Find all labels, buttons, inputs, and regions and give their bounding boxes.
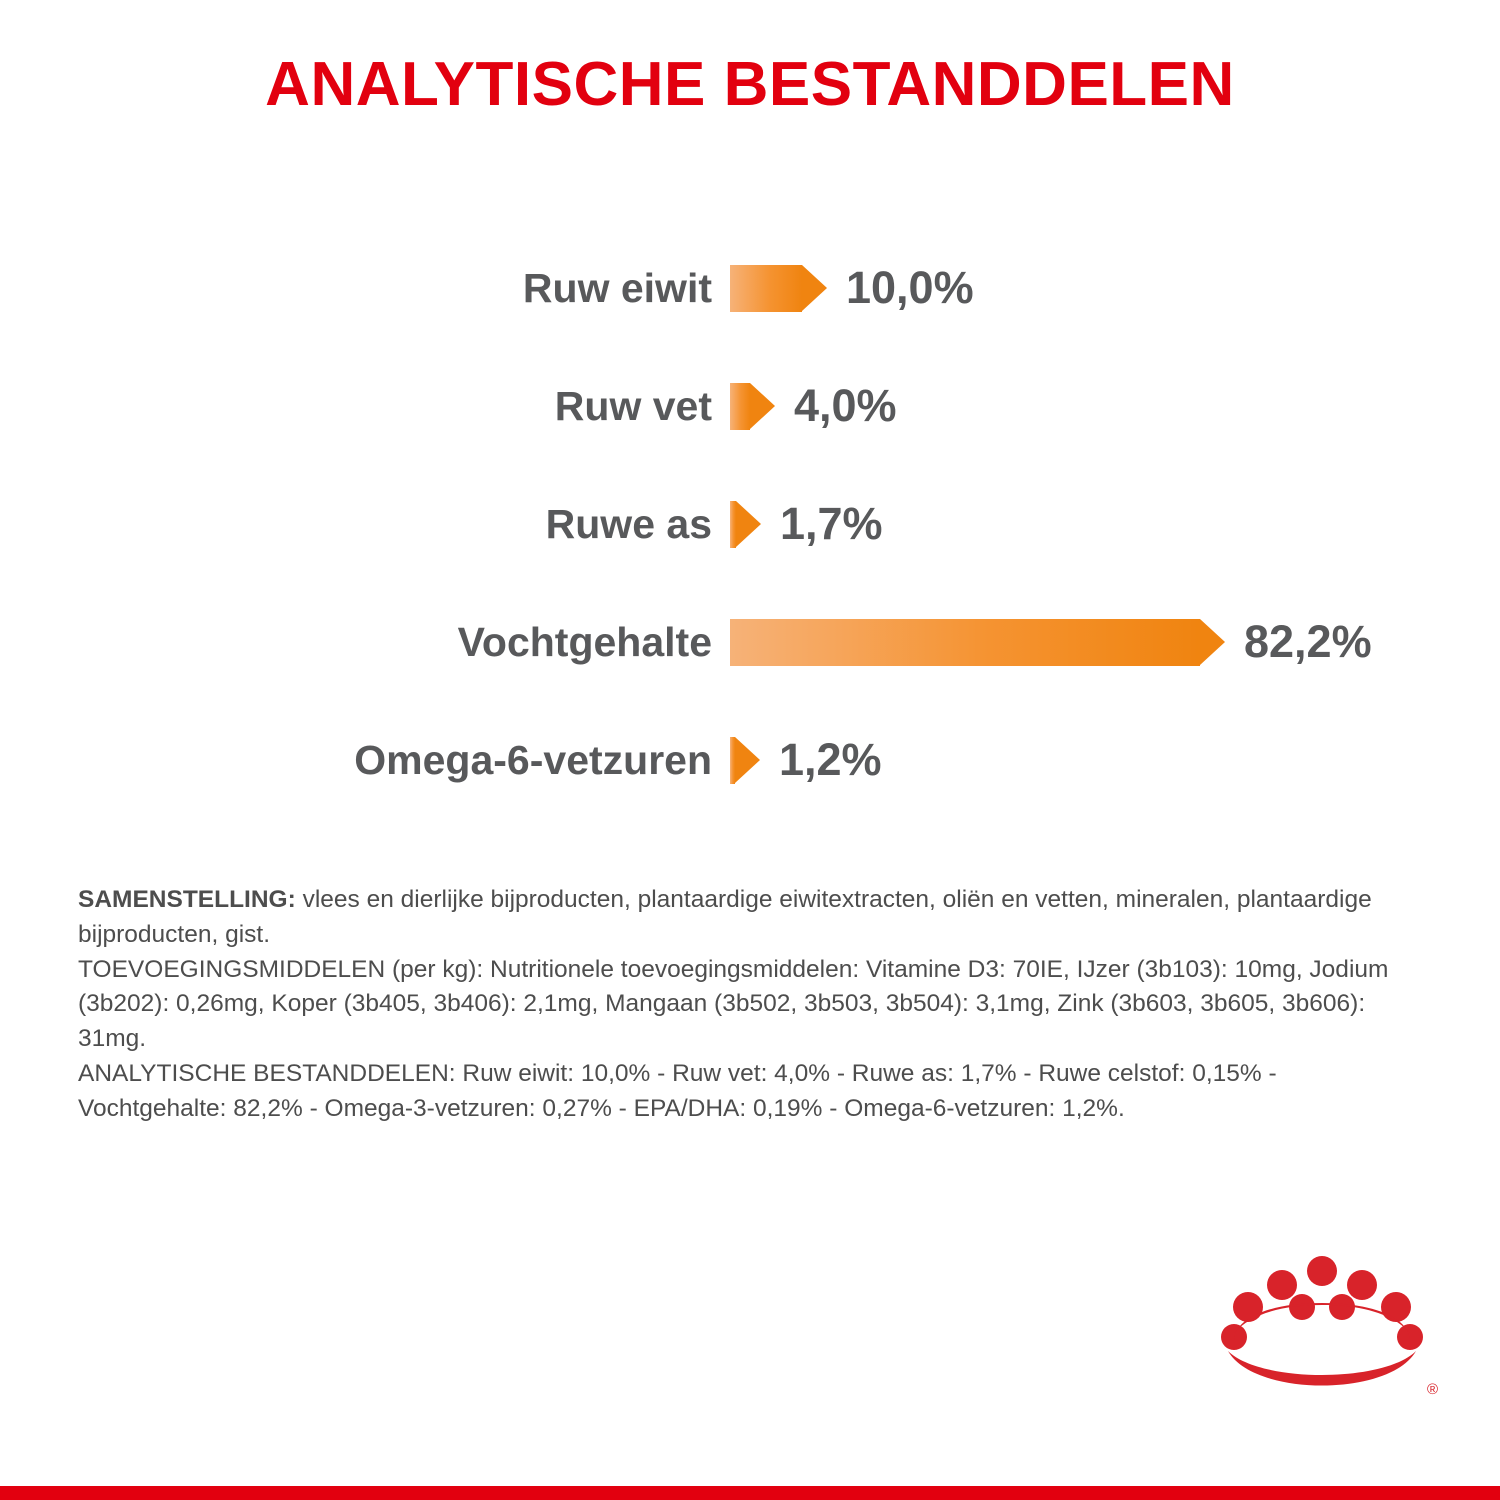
- chart-row-label: Omega-6-vetzuren: [354, 736, 712, 783]
- chart-row: [0, 701, 1500, 819]
- chart-bar-wrap: [730, 380, 897, 432]
- chart-bar-value: 10,0%: [846, 262, 974, 314]
- composition-text: vlees en dierlijke bijproducten, plantaardige eiwitextracten, oliën en vetten, mineralen, plantaardige bijproducten, gist.: [78, 886, 1372, 948]
- chart-row: [0, 347, 1500, 465]
- chart-row-label: Ruw eiwit: [522, 264, 712, 311]
- chart-bar-wrap: [730, 498, 883, 550]
- chart-row-label: Vochtgehalte: [457, 618, 712, 665]
- chart-bar: [730, 265, 802, 312]
- analytical-paragraph: ANALYTISCHE BESTANDDELEN: Ruw eiwit: 10,0% - Ruw vet: 4,0% - Ruwe as: 1,7% - Ruwe celstof: 0,15% - Vochtgehalte: 82,2% - Omega-3-vetzuren: 0,27% - EPA/DHA: 0,19% - Omega-6-vetzuren: 1,2%.: [78, 1060, 1277, 1122]
- chart-bar-wrap: [730, 616, 1372, 668]
- chart-bar: [730, 501, 736, 548]
- chart-bar: [730, 619, 1200, 666]
- chart-row-label: Ruwe as: [545, 500, 712, 547]
- chart-bar-value: 1,7%: [780, 498, 883, 550]
- royal-canin-crown-logo: [1220, 1255, 1425, 1390]
- chart-row-label: Ruw vet: [554, 382, 712, 429]
- composition-block: [0, 883, 1500, 1126]
- chart-bar-wrap: [730, 262, 974, 314]
- registered-trademark-mark: ®: [1426, 1381, 1438, 1398]
- chart-bar-value: 4,0%: [794, 380, 897, 432]
- chart-row: [0, 583, 1500, 701]
- composition-heading: SAMENSTELLING:: [78, 886, 296, 914]
- bottom-accent-bar: [0, 1486, 1500, 1500]
- chart-row: [0, 229, 1500, 347]
- analytical-constituents-chart: [0, 229, 1500, 819]
- chart-row: [0, 465, 1500, 583]
- chart-bar: [730, 737, 735, 784]
- chart-bar-value: 1,2%: [779, 734, 882, 786]
- chart-bar-wrap: [730, 734, 882, 786]
- additives-paragraph: TOEVOEGINGSMIDDELEN (per kg): Nutritionele toevoegingsmiddelen: Vitamine D3: 70IE, IJzer (3b103): 10mg, Jodium (3b202): 0,26mg, Koper (3b405, 3b406): 2,1mg, Mangaan (3b502, 3b503, 3b504): 3,1mg, Zink (3b603, 3b605, 3b606): 31mg.: [78, 955, 1389, 1053]
- chart-bar-value: 82,2%: [1244, 616, 1372, 668]
- page-title: ANALYTISCHE BESTANDDELEN: [265, 50, 1235, 119]
- composition-paragraph: [78, 883, 1422, 953]
- chart-bar: [730, 383, 750, 430]
